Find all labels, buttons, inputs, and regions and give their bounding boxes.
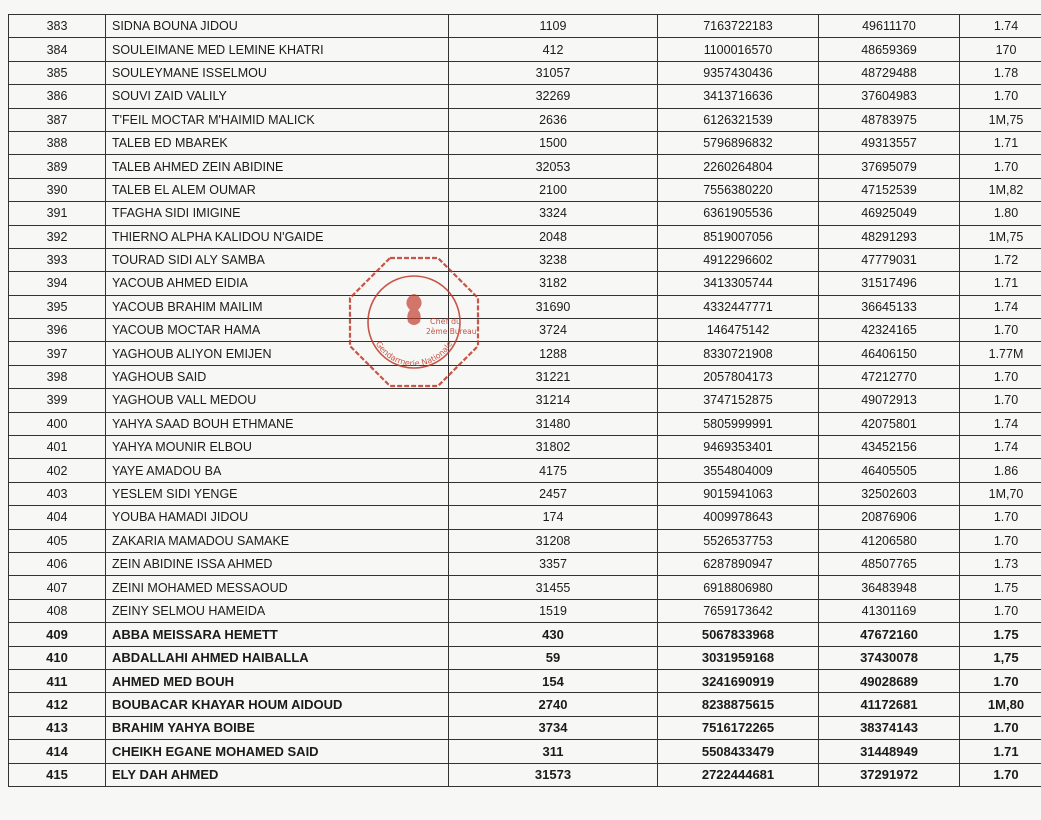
- name-cell: ABBA MEISSARA HEMETT: [106, 623, 449, 646]
- table-row: [9, 131, 1041, 154]
- name-cell: ZAKARIA MAMADOU SAMAKE: [106, 529, 449, 552]
- nni-cell: 3554804009: [658, 459, 819, 482]
- row-number-cell: 406: [9, 552, 106, 575]
- height-cell: 1.75: [960, 576, 1041, 599]
- table-row: [9, 506, 1041, 529]
- name-cell: TALEB EL ALEM OUMAR: [106, 178, 449, 201]
- matricule-cell: 412: [449, 38, 658, 61]
- height-cell: 1.78: [960, 61, 1041, 84]
- stamp-line-1: Chef du: [430, 317, 462, 326]
- row-number-cell: 396: [9, 319, 106, 342]
- table-row: [9, 225, 1041, 248]
- nni-cell: 3413305744: [658, 272, 819, 295]
- nni-cell: 2722444681: [658, 763, 819, 786]
- row-number-cell: 415: [9, 763, 106, 786]
- height-cell: 1.72: [960, 248, 1041, 271]
- name-cell: YOUBA HAMADI JIDOU: [106, 506, 449, 529]
- phone-cell: 38374143: [819, 716, 960, 739]
- nni-cell: 3241690919: [658, 669, 819, 692]
- height-cell: 1.77M: [960, 342, 1041, 365]
- table-row: [9, 436, 1041, 459]
- table-row: [9, 599, 1041, 622]
- phone-cell: 48729488: [819, 61, 960, 84]
- stamp-ring-text: Gendarmerie Nationale: [373, 339, 455, 369]
- name-cell: TALEB AHMED ZEIN ABIDINE: [106, 155, 449, 178]
- height-cell: 1.70: [960, 529, 1041, 552]
- height-cell: 1M,70: [960, 482, 1041, 505]
- matricule-cell: 31455: [449, 576, 658, 599]
- nni-cell: 6918806980: [658, 576, 819, 599]
- phone-cell: 43452156: [819, 436, 960, 459]
- phone-cell: 48783975: [819, 108, 960, 131]
- phone-cell: 46406150: [819, 342, 960, 365]
- phone-cell: 48659369: [819, 38, 960, 61]
- row-number-cell: 401: [9, 436, 106, 459]
- phone-cell: 42075801: [819, 412, 960, 435]
- nni-cell: 7163722183: [658, 15, 819, 38]
- stamp-line-2: 2ème Bureau: [426, 327, 477, 336]
- phone-cell: 41172681: [819, 693, 960, 716]
- phone-cell: 49313557: [819, 131, 960, 154]
- row-number-cell: 411: [9, 669, 106, 692]
- roster-table-body: [9, 15, 1041, 787]
- height-cell: 1.70: [960, 389, 1041, 412]
- height-cell: 1.74: [960, 295, 1041, 318]
- phone-cell: 46405505: [819, 459, 960, 482]
- nni-cell: 5526537753: [658, 529, 819, 552]
- height-cell: 1.73: [960, 552, 1041, 575]
- matricule-cell: 59: [449, 646, 658, 669]
- matricule-cell: 154: [449, 669, 658, 692]
- nni-cell: 1100016570: [658, 38, 819, 61]
- matricule-cell: 3724: [449, 319, 658, 342]
- row-number-cell: 394: [9, 272, 106, 295]
- phone-cell: 31517496: [819, 272, 960, 295]
- name-cell: BOUBACAR KHAYAR HOUM AIDOUD: [106, 693, 449, 716]
- matricule-cell: 1519: [449, 599, 658, 622]
- phone-cell: 49072913: [819, 389, 960, 412]
- height-cell: 1.74: [960, 15, 1041, 38]
- table-row: [9, 552, 1041, 575]
- table-row: [9, 646, 1041, 669]
- name-cell: ZEINI MOHAMED MESSAOUD: [106, 576, 449, 599]
- height-cell: 1.70: [960, 155, 1041, 178]
- nni-cell: 5508433479: [658, 740, 819, 763]
- table-row: [9, 365, 1041, 388]
- phone-cell: 36483948: [819, 576, 960, 599]
- row-number-cell: 413: [9, 716, 106, 739]
- phone-cell: 48507765: [819, 552, 960, 575]
- name-cell: SOULEIMANE MED LEMINE KHATRI: [106, 38, 449, 61]
- name-cell: YAYE AMADOU BA: [106, 459, 449, 482]
- matricule-cell: 2457: [449, 482, 658, 505]
- table-row: [9, 248, 1041, 271]
- name-cell: ELY DAH AHMED: [106, 763, 449, 786]
- table-row: [9, 272, 1041, 295]
- matricule-cell: 3324: [449, 202, 658, 225]
- phone-cell: 37695079: [819, 155, 960, 178]
- row-number-cell: 397: [9, 342, 106, 365]
- nni-cell: 7659173642: [658, 599, 819, 622]
- nni-cell: 4009978643: [658, 506, 819, 529]
- matricule-cell: 1288: [449, 342, 658, 365]
- height-cell: 1.70: [960, 763, 1041, 786]
- name-cell: YACOUB AHMED EIDIA: [106, 272, 449, 295]
- table-row: [9, 576, 1041, 599]
- phone-cell: 46925049: [819, 202, 960, 225]
- height-cell: 1.70: [960, 506, 1041, 529]
- height-cell: 1.86: [960, 459, 1041, 482]
- phone-cell: 41206580: [819, 529, 960, 552]
- table-row: [9, 412, 1041, 435]
- nni-cell: 5805999991: [658, 412, 819, 435]
- name-cell: SOULEYMANE ISSELMOU: [106, 61, 449, 84]
- matricule-cell: 31480: [449, 412, 658, 435]
- matricule-cell: 2636: [449, 108, 658, 131]
- height-cell: 1M,75: [960, 225, 1041, 248]
- name-cell: SIDNA BOUNA JIDOU: [106, 15, 449, 38]
- row-number-cell: 389: [9, 155, 106, 178]
- table-row: [9, 155, 1041, 178]
- phone-cell: 20876906: [819, 506, 960, 529]
- name-cell: SOUVI ZAID VALILY: [106, 85, 449, 108]
- matricule-cell: 31214: [449, 389, 658, 412]
- name-cell: ZEINY SELMOU HAMEIDA: [106, 599, 449, 622]
- height-cell: 1M,80: [960, 693, 1041, 716]
- nni-cell: 6287890947: [658, 552, 819, 575]
- height-cell: 1.70: [960, 716, 1041, 739]
- phone-cell: 36645133: [819, 295, 960, 318]
- matricule-cell: 31802: [449, 436, 658, 459]
- row-number-cell: 384: [9, 38, 106, 61]
- row-number-cell: 404: [9, 506, 106, 529]
- row-number-cell: 387: [9, 108, 106, 131]
- nni-cell: 8330721908: [658, 342, 819, 365]
- matricule-cell: 2048: [449, 225, 658, 248]
- phone-cell: 41301169: [819, 599, 960, 622]
- matricule-cell: 1109: [449, 15, 658, 38]
- name-cell: TOURAD SIDI ALY SAMBA: [106, 248, 449, 271]
- name-cell: YAHYA SAAD BOUH ETHMANE: [106, 412, 449, 435]
- table-row: [9, 342, 1041, 365]
- name-cell: YAGHOUB SAID: [106, 365, 449, 388]
- nni-cell: 4912296602: [658, 248, 819, 271]
- name-cell: CHEIKH EGANE MOHAMED SAID: [106, 740, 449, 763]
- matricule-cell: 3182: [449, 272, 658, 295]
- name-cell: ABDALLAHI AHMED HAIBALLA: [106, 646, 449, 669]
- table-row: [9, 763, 1041, 786]
- height-cell: 1.70: [960, 319, 1041, 342]
- nni-cell: 9357430436: [658, 61, 819, 84]
- row-number-cell: 409: [9, 623, 106, 646]
- phone-cell: 37291972: [819, 763, 960, 786]
- phone-cell: 37604983: [819, 85, 960, 108]
- row-number-cell: 402: [9, 459, 106, 482]
- matricule-cell: 31057: [449, 61, 658, 84]
- phone-cell: 49028689: [819, 669, 960, 692]
- row-number-cell: 410: [9, 646, 106, 669]
- nni-cell: 9015941063: [658, 482, 819, 505]
- row-number-cell: 391: [9, 202, 106, 225]
- height-cell: 1.71: [960, 131, 1041, 154]
- matricule-cell: 32053: [449, 155, 658, 178]
- row-number-cell: 385: [9, 61, 106, 84]
- height-cell: 1.71: [960, 740, 1041, 763]
- row-number-cell: 390: [9, 178, 106, 201]
- height-cell: 1,75: [960, 646, 1041, 669]
- matricule-cell: 311: [449, 740, 658, 763]
- height-cell: 1.70: [960, 599, 1041, 622]
- table-row: [9, 178, 1041, 201]
- table-row: [9, 740, 1041, 763]
- row-number-cell: 392: [9, 225, 106, 248]
- row-number-cell: 403: [9, 482, 106, 505]
- row-number-cell: 398: [9, 365, 106, 388]
- name-cell: THIERNO ALPHA KALIDOU N'GAIDE: [106, 225, 449, 248]
- name-cell: YACOUB MOCTAR HAMA: [106, 319, 449, 342]
- name-cell: TFAGHA SIDI IMIGINE: [106, 202, 449, 225]
- row-number-cell: 408: [9, 599, 106, 622]
- phone-cell: 49611170: [819, 15, 960, 38]
- name-cell: ZEIN ABIDINE ISSA AHMED: [106, 552, 449, 575]
- nni-cell: 2260264804: [658, 155, 819, 178]
- matricule-cell: 31208: [449, 529, 658, 552]
- table-row: [9, 389, 1041, 412]
- matricule-cell: 430: [449, 623, 658, 646]
- table-row: [9, 15, 1041, 38]
- height-cell: 1.70: [960, 85, 1041, 108]
- height-cell: 1.74: [960, 436, 1041, 459]
- matricule-cell: 32269: [449, 85, 658, 108]
- row-number-cell: 386: [9, 85, 106, 108]
- matricule-cell: 2100: [449, 178, 658, 201]
- height-cell: 1.74: [960, 412, 1041, 435]
- matricule-cell: 3357: [449, 552, 658, 575]
- height-cell: 1.71: [960, 272, 1041, 295]
- row-number-cell: 414: [9, 740, 106, 763]
- row-number-cell: 388: [9, 131, 106, 154]
- row-number-cell: 407: [9, 576, 106, 599]
- matricule-cell: 4175: [449, 459, 658, 482]
- row-number-cell: 393: [9, 248, 106, 271]
- name-cell: T'FEIL MOCTAR M'HAIMID MALICK: [106, 108, 449, 131]
- row-number-cell: 383: [9, 15, 106, 38]
- nni-cell: 7516172265: [658, 716, 819, 739]
- phone-cell: 47212770: [819, 365, 960, 388]
- nni-cell: 6361905536: [658, 202, 819, 225]
- nni-cell: 2057804173: [658, 365, 819, 388]
- table-row: [9, 669, 1041, 692]
- row-number-cell: 395: [9, 295, 106, 318]
- nni-cell: 5796896832: [658, 131, 819, 154]
- matricule-cell: 1500: [449, 131, 658, 154]
- table-row: [9, 61, 1041, 84]
- height-cell: 1.80: [960, 202, 1041, 225]
- table-row: [9, 623, 1041, 646]
- matricule-cell: 174: [449, 506, 658, 529]
- matricule-cell: 2740: [449, 693, 658, 716]
- nni-cell: 7556380220: [658, 178, 819, 201]
- nni-cell: 8238875615: [658, 693, 819, 716]
- nni-cell: 9469353401: [658, 436, 819, 459]
- row-number-cell: 412: [9, 693, 106, 716]
- height-cell: 170: [960, 38, 1041, 61]
- phone-cell: 48291293: [819, 225, 960, 248]
- name-cell: YAHYA MOUNIR ELBOU: [106, 436, 449, 459]
- matricule-cell: 31221: [449, 365, 658, 388]
- table-row: [9, 693, 1041, 716]
- phone-cell: 31448949: [819, 740, 960, 763]
- row-number-cell: 400: [9, 412, 106, 435]
- name-cell: AHMED MED BOUH: [106, 669, 449, 692]
- height-cell: 1.70: [960, 669, 1041, 692]
- table-row: [9, 459, 1041, 482]
- matricule-cell: 31573: [449, 763, 658, 786]
- roster-table: [8, 14, 1041, 787]
- table-row: [9, 202, 1041, 225]
- phone-cell: 42324165: [819, 319, 960, 342]
- nni-cell: 3031959168: [658, 646, 819, 669]
- row-number-cell: 405: [9, 529, 106, 552]
- name-cell: TALEB ED MBAREK: [106, 131, 449, 154]
- nni-cell: 8519007056: [658, 225, 819, 248]
- phone-cell: 32502603: [819, 482, 960, 505]
- nni-cell: 5067833968: [658, 623, 819, 646]
- table-row: [9, 716, 1041, 739]
- height-cell: 1.75: [960, 623, 1041, 646]
- height-cell: 1.70: [960, 365, 1041, 388]
- height-cell: 1M,82: [960, 178, 1041, 201]
- table-row: [9, 529, 1041, 552]
- name-cell: YESLEM SIDI YENGE: [106, 482, 449, 505]
- phone-cell: 47779031: [819, 248, 960, 271]
- nni-cell: 3413716636: [658, 85, 819, 108]
- table-row: [9, 319, 1041, 342]
- phone-cell: 47152539: [819, 178, 960, 201]
- name-cell: YAGHOUB ALIYON EMIJEN: [106, 342, 449, 365]
- nni-cell: 146475142: [658, 319, 819, 342]
- phone-cell: 37430078: [819, 646, 960, 669]
- table-row: [9, 38, 1041, 61]
- name-cell: BRAHIM YAHYA BOIBE: [106, 716, 449, 739]
- phone-cell: 47672160: [819, 623, 960, 646]
- matricule-cell: 3238: [449, 248, 658, 271]
- name-cell: YAGHOUB VALL MEDOU: [106, 389, 449, 412]
- table-row: [9, 295, 1041, 318]
- height-cell: 1M,75: [960, 108, 1041, 131]
- nni-cell: 3747152875: [658, 389, 819, 412]
- table-row: [9, 85, 1041, 108]
- row-number-cell: 399: [9, 389, 106, 412]
- name-cell: YACOUB BRAHIM MAILIM: [106, 295, 449, 318]
- table-row: [9, 482, 1041, 505]
- table-row: [9, 108, 1041, 131]
- matricule-cell: 3734: [449, 716, 658, 739]
- matricule-cell: 31690: [449, 295, 658, 318]
- nni-cell: 6126321539: [658, 108, 819, 131]
- nni-cell: 4332447771: [658, 295, 819, 318]
